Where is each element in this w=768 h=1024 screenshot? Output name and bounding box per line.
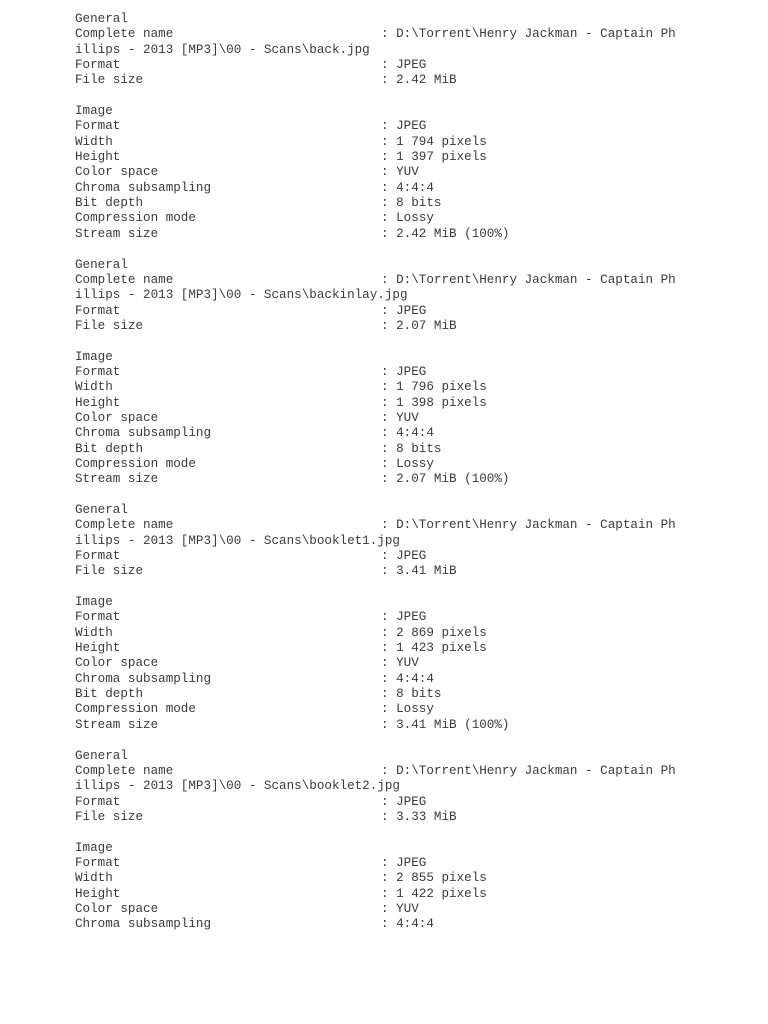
field-key: Complete name bbox=[75, 518, 174, 533]
field-row bbox=[75, 150, 755, 165]
field-key: Format bbox=[75, 119, 121, 134]
section-spacer bbox=[75, 488, 755, 503]
field-value: : 2.42 MiB (100%) bbox=[381, 226, 510, 241]
section-title: Image bbox=[75, 840, 113, 855]
field-row bbox=[75, 902, 755, 917]
field-value: : Lossy bbox=[381, 456, 434, 471]
field-value: : Lossy bbox=[381, 702, 434, 717]
field-row bbox=[75, 687, 755, 702]
field-key: Format bbox=[75, 794, 121, 809]
field-row bbox=[75, 442, 755, 457]
section-image bbox=[75, 104, 755, 242]
field-key: Stream size bbox=[75, 226, 159, 241]
section-spacer bbox=[75, 334, 755, 349]
field-value: : JPEG bbox=[381, 549, 427, 564]
field-key: Compression mode bbox=[75, 702, 196, 717]
field-row bbox=[75, 764, 755, 779]
field-value: : 2 855 pixels bbox=[381, 871, 487, 886]
field-key: Format bbox=[75, 549, 121, 564]
field-value: : 2.07 MiB (100%) bbox=[381, 472, 510, 487]
field-key: Height bbox=[75, 150, 121, 165]
field-key: File size bbox=[75, 73, 144, 88]
section-title: General bbox=[75, 12, 128, 26]
field-row bbox=[75, 165, 755, 180]
field-row bbox=[75, 396, 755, 411]
field-row bbox=[75, 917, 755, 932]
field-key: Chroma subsampling bbox=[75, 180, 212, 195]
field-row bbox=[75, 702, 755, 717]
field-value: : 4:4:4 bbox=[381, 180, 434, 195]
field-value: : D:\Torrent\Henry Jackman - Captain Ph bbox=[381, 27, 676, 42]
field-row bbox=[75, 871, 755, 886]
field-key: Format bbox=[75, 58, 121, 73]
field-value: : 8 bits bbox=[381, 196, 442, 211]
section-image bbox=[75, 841, 755, 933]
field-value: : 1 398 pixels bbox=[381, 395, 487, 410]
field-row bbox=[75, 365, 755, 380]
section-general bbox=[75, 258, 755, 335]
field-key: Format bbox=[75, 364, 121, 379]
field-key: Complete name bbox=[75, 763, 174, 778]
field-value: : JPEG bbox=[381, 855, 427, 870]
field-value: : YUV bbox=[381, 901, 419, 916]
field-row bbox=[75, 211, 755, 226]
field-key: Color space bbox=[75, 901, 159, 916]
section-general bbox=[75, 12, 755, 89]
field-row bbox=[75, 856, 755, 871]
field-value: : D:\Torrent\Henry Jackman - Captain Ph bbox=[381, 272, 676, 287]
field-key: Compression mode bbox=[75, 211, 196, 226]
field-value: : 3.33 MiB bbox=[381, 809, 457, 824]
field-value: : JPEG bbox=[381, 58, 427, 73]
field-key: Chroma subsampling bbox=[75, 426, 212, 441]
field-value: : D:\Torrent\Henry Jackman - Captain Ph bbox=[381, 518, 676, 533]
section-spacer bbox=[75, 242, 755, 257]
field-row bbox=[75, 887, 755, 902]
field-key: Chroma subsampling bbox=[75, 671, 212, 686]
field-continuation: illips - 2013 [MP3]\00 - Scans\booklet2.jpg bbox=[75, 779, 400, 794]
field-value: : 1 794 pixels bbox=[381, 134, 487, 149]
field-key: Height bbox=[75, 641, 121, 656]
mediainfo-report bbox=[75, 12, 755, 933]
field-key: File size bbox=[75, 564, 144, 579]
field-value: : 2.42 MiB bbox=[381, 73, 457, 88]
field-key: Stream size bbox=[75, 717, 159, 732]
field-value: : 2 869 pixels bbox=[381, 625, 487, 640]
field-row bbox=[75, 810, 755, 825]
field-row bbox=[75, 610, 755, 625]
field-key: Color space bbox=[75, 656, 159, 671]
section-image bbox=[75, 350, 755, 488]
field-row bbox=[75, 227, 755, 242]
field-value: : Lossy bbox=[381, 211, 434, 226]
field-row bbox=[75, 472, 755, 487]
field-value: : JPEG bbox=[381, 794, 427, 809]
field-row bbox=[75, 641, 755, 656]
field-key: File size bbox=[75, 809, 144, 824]
field-row bbox=[75, 58, 755, 73]
field-value: : JPEG bbox=[381, 303, 427, 318]
field-value: : 4:4:4 bbox=[381, 426, 434, 441]
field-key: Width bbox=[75, 871, 113, 886]
field-value: : YUV bbox=[381, 656, 419, 671]
section-spacer bbox=[75, 825, 755, 840]
section-title: Image bbox=[75, 104, 113, 119]
section-spacer bbox=[75, 733, 755, 748]
field-row bbox=[75, 319, 755, 334]
field-key: Bit depth bbox=[75, 196, 144, 211]
field-value: : 1 796 pixels bbox=[381, 380, 487, 395]
field-continuation: illips - 2013 [MP3]\00 - Scans\back.jpg bbox=[75, 42, 370, 57]
field-key: Width bbox=[75, 380, 113, 395]
field-key: Width bbox=[75, 134, 113, 149]
field-value: : 3.41 MiB (100%) bbox=[381, 717, 510, 732]
field-key: Compression mode bbox=[75, 456, 196, 471]
field-value: : 1 422 pixels bbox=[381, 886, 487, 901]
section-spacer bbox=[75, 89, 755, 104]
field-row bbox=[75, 564, 755, 579]
section-spacer bbox=[75, 580, 755, 595]
field-row bbox=[75, 656, 755, 671]
field-key: Stream size bbox=[75, 472, 159, 487]
field-row bbox=[75, 119, 755, 134]
field-key: Complete name bbox=[75, 272, 174, 287]
field-key: Complete name bbox=[75, 27, 174, 42]
field-key: Format bbox=[75, 610, 121, 625]
field-row bbox=[75, 181, 755, 196]
field-continuation: illips - 2013 [MP3]\00 - Scans\booklet1.jpg bbox=[75, 533, 400, 548]
field-key: Height bbox=[75, 886, 121, 901]
field-value: : 8 bits bbox=[381, 687, 442, 702]
field-row bbox=[75, 380, 755, 395]
field-row bbox=[75, 135, 755, 150]
field-value: : 2.07 MiB bbox=[381, 318, 457, 333]
section-general bbox=[75, 749, 755, 826]
field-value: : 1 397 pixels bbox=[381, 150, 487, 165]
field-continuation: illips - 2013 [MP3]\00 - Scans\backinlay.jpg bbox=[75, 288, 408, 303]
field-row bbox=[75, 273, 755, 288]
field-key: Chroma subsampling bbox=[75, 917, 212, 932]
field-value: : JPEG bbox=[381, 610, 427, 625]
field-key: File size bbox=[75, 318, 144, 333]
field-key: Format bbox=[75, 855, 121, 870]
field-key: Bit depth bbox=[75, 687, 144, 702]
field-value: : 4:4:4 bbox=[381, 917, 434, 932]
field-value: : 3.41 MiB bbox=[381, 564, 457, 579]
field-key: Width bbox=[75, 625, 113, 640]
field-value: : JPEG bbox=[381, 364, 427, 379]
section-title: General bbox=[75, 748, 128, 763]
field-row bbox=[75, 518, 755, 533]
field-value: : YUV bbox=[381, 165, 419, 180]
field-value: : D:\Torrent\Henry Jackman - Captain Ph bbox=[381, 763, 676, 778]
field-row bbox=[75, 304, 755, 319]
field-value: : 8 bits bbox=[381, 441, 442, 456]
field-value: : 4:4:4 bbox=[381, 671, 434, 686]
field-value: : YUV bbox=[381, 410, 419, 425]
field-key: Color space bbox=[75, 165, 159, 180]
field-key: Height bbox=[75, 395, 121, 410]
field-row bbox=[75, 411, 755, 426]
field-row bbox=[75, 73, 755, 88]
field-row bbox=[75, 549, 755, 564]
section-title: Image bbox=[75, 595, 113, 610]
field-row bbox=[75, 426, 755, 441]
field-value: : JPEG bbox=[381, 119, 427, 134]
field-row bbox=[75, 795, 755, 810]
section-title: General bbox=[75, 503, 128, 517]
section-image bbox=[75, 595, 755, 733]
field-row bbox=[75, 457, 755, 472]
section-general bbox=[75, 503, 755, 580]
field-row bbox=[75, 27, 755, 42]
section-title: General bbox=[75, 257, 128, 272]
field-row bbox=[75, 196, 755, 211]
field-row bbox=[75, 626, 755, 641]
field-row bbox=[75, 718, 755, 733]
field-key: Color space bbox=[75, 410, 159, 425]
field-value: : 1 423 pixels bbox=[381, 641, 487, 656]
field-key: Format bbox=[75, 303, 121, 318]
section-title: Image bbox=[75, 349, 113, 364]
field-row bbox=[75, 672, 755, 687]
field-key: Bit depth bbox=[75, 441, 144, 456]
